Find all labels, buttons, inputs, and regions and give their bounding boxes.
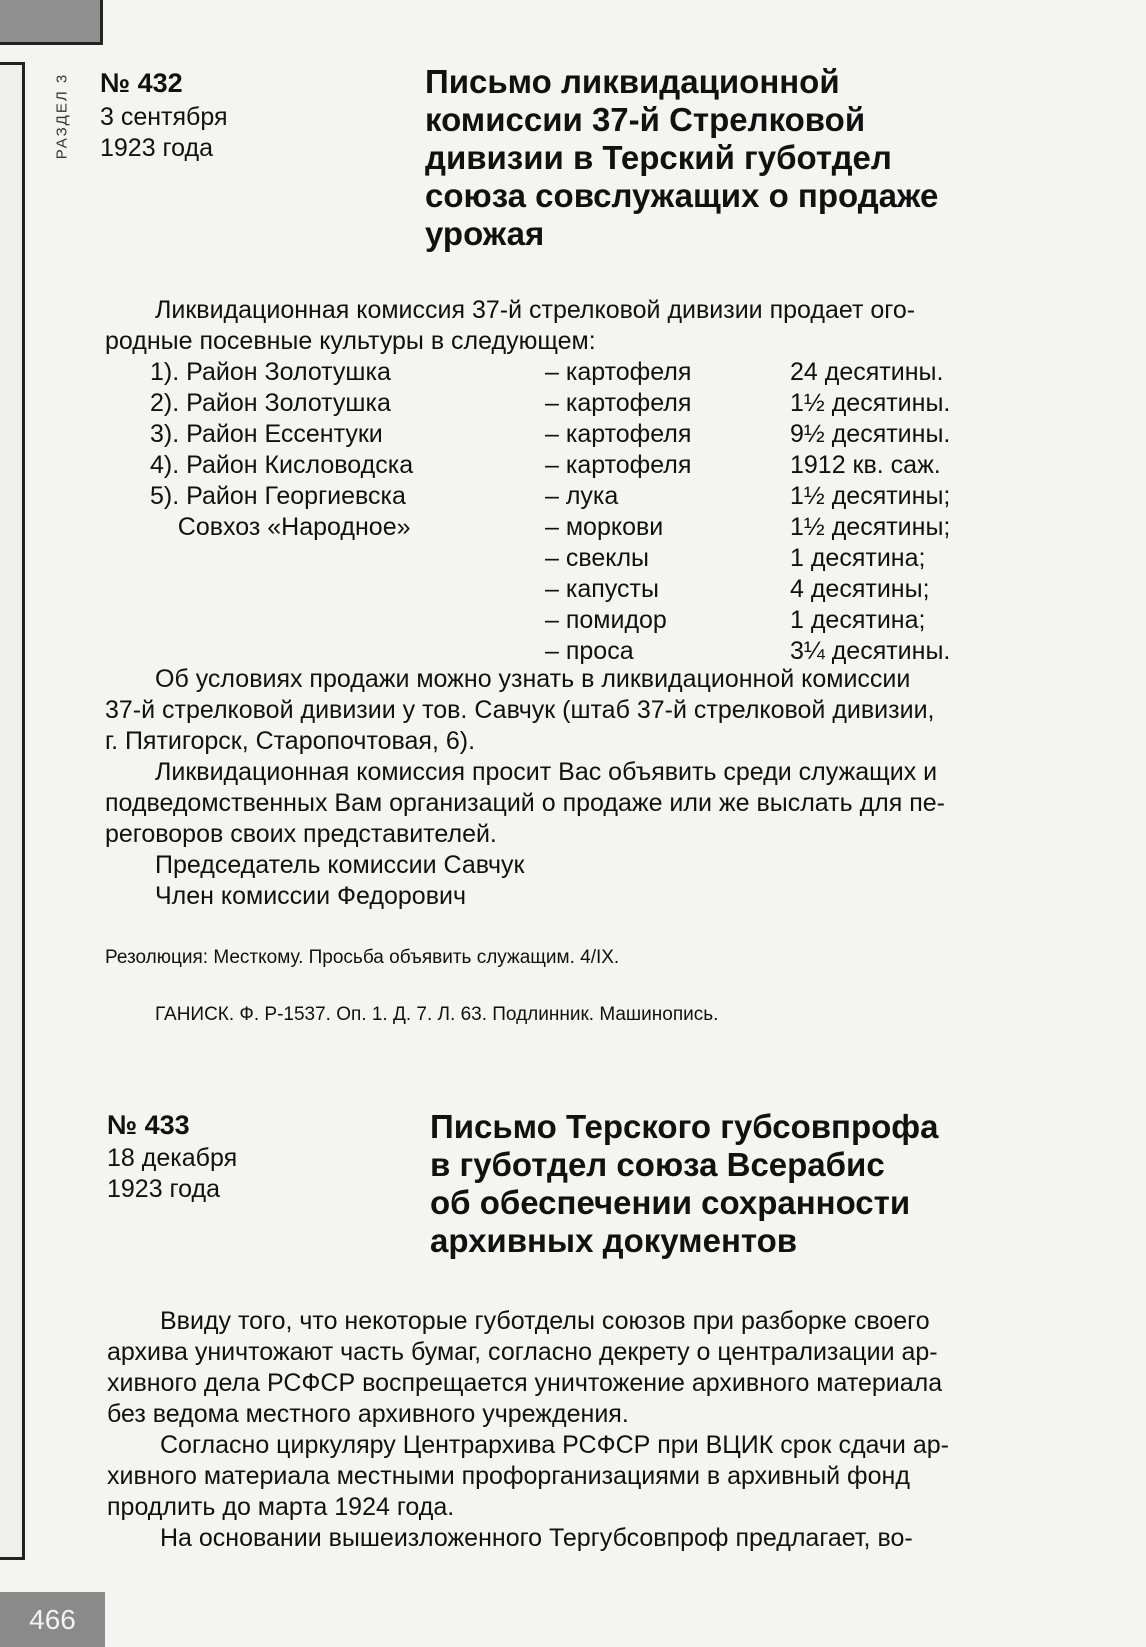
doc432-date-year: 1923 года [100,134,213,162]
crop-name: – картофеля [545,389,692,417]
side-frame [0,62,25,1560]
crop-row [150,357,1040,388]
doc433-title-line: об обеспечении сохранности [430,1184,911,1221]
crop-district: 4). Район Кисловодска [150,451,414,479]
doc433-title-line: в губотдел союза Всерабис [430,1146,885,1183]
crop-name: – картофеля [545,451,692,479]
doc433-number: № 433 [107,1110,190,1140]
crop-name: – картофеля [545,420,692,448]
section-label: РАЗДЕЛ 3 [53,72,71,160]
doc432-signature-chairman: Председатель комиссии Савчук [155,851,525,879]
crop-name: – проса [545,637,634,665]
doc432-title-line: комиссии 37-й Стрелковой [425,101,866,138]
crop-name: – картофеля [545,358,692,386]
doc432-title-line: урожая [425,215,545,252]
crop-row [150,512,1040,543]
doc432-para2-line2: 37-й стрелковой дивизии у тов. Савчук (штаб 37-й стрелковой дивизии, [105,696,935,724]
crop-name: – моркови [545,513,664,541]
doc432-para2-line3: г. Пятигорск, Старопочтовая, 6). [105,727,476,755]
crop-district: 5). Район Георгиевска [150,482,406,510]
doc433-date-day: 18 декабря [107,1144,238,1172]
doc432-intro-line2: родные посевные культуры в следующем: [105,327,596,355]
doc432-title [425,63,1045,253]
crop-district: 3). Район Ессентуки [150,420,383,448]
page-number: 466 [29,1604,76,1635]
doc433-para1-line3: хивного дела РСФСР воспрещается уничтожение архивного материала [107,1369,943,1397]
crop-row [150,388,1040,419]
crop-row [150,481,1040,512]
crop-area: 1½ десятины; [790,482,951,510]
crop-area: 24 десятины. [790,358,944,386]
doc432-number: № 432 [100,68,183,98]
crop-area: 4 десятины; [790,575,930,603]
doc432-signature-member: Член комиссии Федорович [155,882,466,910]
doc432-title-line: союза совслужащих о продаже [425,177,939,214]
doc432-title-line: Письмо ликвидационной [425,63,840,100]
doc432-para3-line3: реговоров своих представителей. [105,820,497,848]
doc433-title-line: Письмо Терского губсовпрофа [430,1108,939,1145]
doc432-para3-line2: подведомственных Вам организаций о продаже или же выслать для пе- [105,789,946,817]
crop-area: 1912 кв. саж. [790,451,941,479]
doc433-para1-line2: архива уничтожают часть бумаг, согласно декрету о централизации ар- [107,1338,938,1366]
crop-district: Совхоз «Народное» [150,513,411,541]
crop-row [150,574,1040,605]
crop-area: 1½ десятины. [790,389,951,417]
doc432-resolution: Резолюция: Месткому. Просьба объявить служащим. 4/IX. [105,947,620,968]
crop-name: – свеклы [545,544,650,572]
doc433-para1-line4: без ведома местного архивного учреждения. [107,1400,629,1428]
doc432-para3-line1: Ликвидационная комиссия просит Вас объявить среди служащих и [155,758,938,786]
doc433-title [430,1108,1050,1260]
corner-tab [0,0,103,45]
crop-district: 2). Район Золотушка [150,389,391,417]
doc433-para2-line1: Согласно циркуляру Центрархива РСФСР при ВЦИК срок сдачи ар- [160,1431,949,1459]
doc433-para3-line1: На основании вышеизложенного Тергубсовпроф предлагает, во- [160,1524,913,1552]
doc432-date-day: 3 сентября [100,103,228,131]
doc432-para2-line1: Об условиях продажи можно узнать в ликвидационной комиссии [155,665,911,693]
doc432-title-line: дивизии в Терский губотдел [425,139,892,176]
crop-area: 1 десятина; [790,544,926,572]
crop-row [150,605,1040,636]
doc433-para1-line1: Ввиду того, что некоторые губотделы союзов при разборке своего [160,1307,930,1335]
crop-area: 1½ десятины; [790,513,951,541]
crop-name: – лука [545,482,619,510]
crop-area: 1 десятина; [790,606,926,634]
doc433-date-year: 1923 года [107,1175,220,1203]
crop-area: 3¼ десятины. [790,637,951,665]
doc433-title-line: архивных документов [430,1222,798,1259]
crop-area: 9½ десятины. [790,420,951,448]
doc433-para2-line2: хивного материала местными профорганизациями в архивный фонд [107,1462,910,1490]
doc433-para2-line3: продлить до марта 1924 года. [107,1493,455,1521]
doc432-intro-line1: Ликвидационная комиссия 37-й стрелковой дивизии продает ого- [155,296,916,324]
doc432-source: ГАНИСК. Ф. Р-1537. Оп. 1. Д. 7. Л. 63. Подлинник. Машинопись. [155,1004,719,1025]
crop-row [150,636,1040,667]
crop-name: – помидор [545,606,667,634]
crop-row [150,543,1040,574]
crop-district: 1). Район Золотушка [150,358,391,386]
crop-name: – капусты [545,575,659,603]
crop-row [150,419,1040,450]
crop-row [150,450,1040,481]
